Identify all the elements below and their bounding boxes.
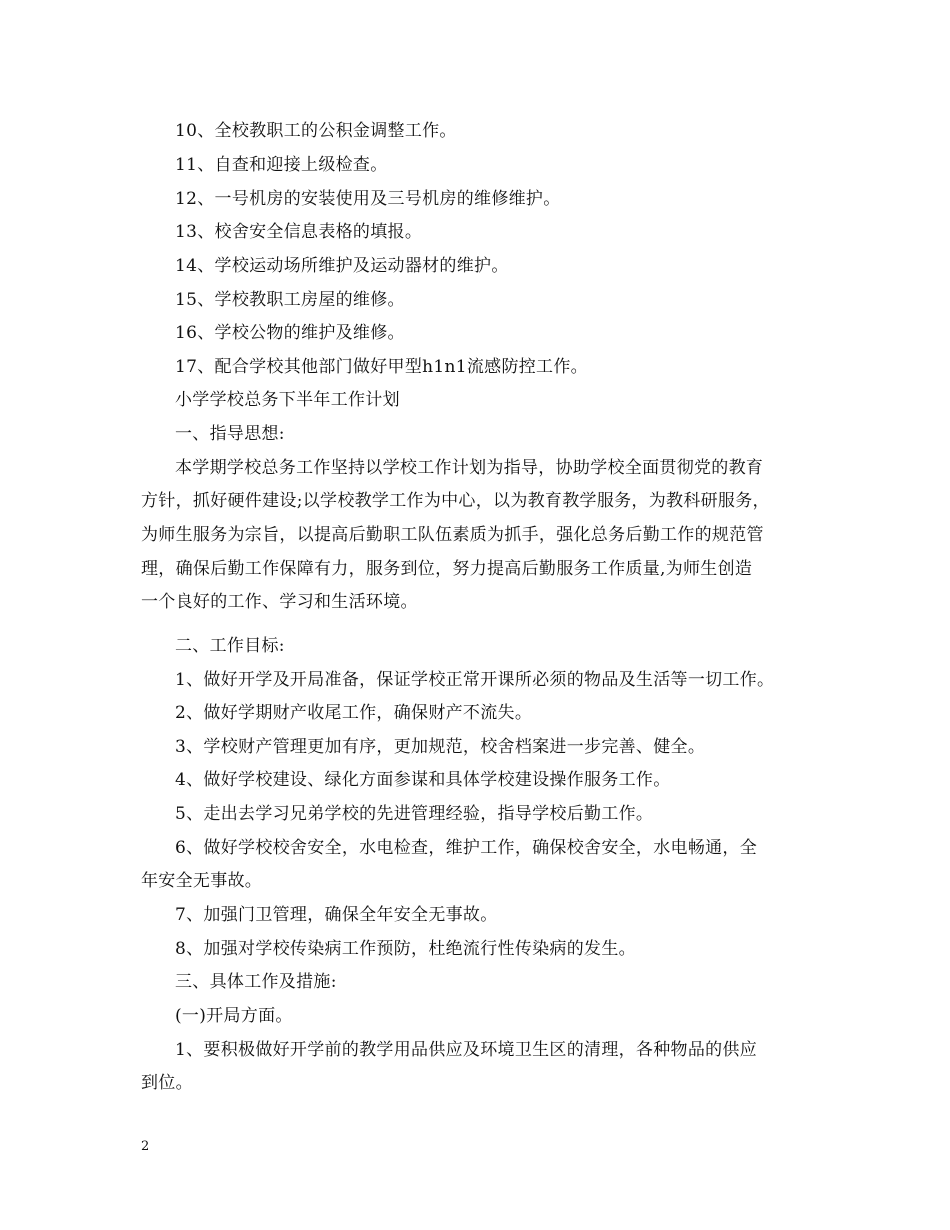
list-item: 12、一号机房的安装使用及三号机房的维修维护。 bbox=[175, 189, 561, 209]
section-title: 小学学校总务下半年工作计划 bbox=[175, 390, 400, 410]
paragraph-line: 为师生服务为宗旨，以提高后勤职工队伍素质为抓手，强化总务后勤工作的规范管 bbox=[141, 525, 764, 545]
list-item: 1、要积极做好开学前的教学用品供应及环境卫生区的清理，各种物品的供应 bbox=[175, 1040, 758, 1060]
paragraph-line: 方针，抓好硬件建设;以学校教学工作为中心，以为教育教学服务，为教科研服务， bbox=[141, 491, 770, 511]
paragraph-line: 理，确保后勤工作保障有力，服务到位，努力提高后勤服务工作质量,为师生创造 bbox=[141, 559, 753, 579]
paragraph-line: 本学期学校总务工作坚持以学校工作计划为指导，协助学校全面贯彻党的教育 bbox=[175, 458, 764, 478]
list-item-continuation: 到位。 bbox=[141, 1073, 193, 1093]
section-heading: 三、具体工作及措施: bbox=[175, 972, 337, 992]
list-item: 2、做好学期财产收尾工作，确保财产不流失。 bbox=[175, 703, 533, 723]
section-heading: 一、指导思想: bbox=[175, 424, 285, 444]
list-item: 5、走出去学习兄弟学校的先进管理经验，指导学校后勤工作。 bbox=[175, 804, 654, 824]
list-item: 6、做好学校校舍安全，水电检查，维护工作，确保校舍安全，水电畅通，全 bbox=[175, 838, 758, 858]
list-item: 15、学校教职工房屋的维修。 bbox=[175, 290, 405, 310]
section-heading: 二、工作目标: bbox=[175, 636, 285, 656]
list-item: 1、做好开学及开局准备，保证学校正常开课所必须的物品及生活等一切工作。 bbox=[175, 670, 775, 690]
list-item: 11、自查和迎接上级检查。 bbox=[175, 155, 388, 175]
list-item: 17、配合学校其他部门做好甲型h1n1流感防控工作。 bbox=[175, 357, 588, 377]
list-item: 8、加强对学校传染病工作预防，杜绝流行性传染病的发生。 bbox=[175, 939, 636, 959]
list-item: 4、做好学校建设、绿化方面参谋和具体学校建设操作服务工作。 bbox=[175, 770, 671, 790]
page-number: 2 bbox=[141, 1139, 150, 1154]
list-item: 16、学校公物的维护及维修。 bbox=[175, 323, 405, 343]
list-item: 7、加强门卫管理，确保全年安全无事故。 bbox=[175, 905, 498, 925]
list-item: 14、学校运动场所维护及运动器材的维护。 bbox=[175, 256, 509, 276]
list-item: 13、校舍安全信息表格的填报。 bbox=[175, 222, 423, 242]
paragraph-line: 一个良好的工作、学习和生活环境。 bbox=[141, 592, 418, 612]
list-item: 10、全校教职工的公积金调整工作。 bbox=[175, 121, 457, 141]
list-item: 3、学校财产管理更加有序，更加规范，校舍档案进一步完善、健全。 bbox=[175, 737, 706, 757]
list-item-continuation: 年安全无事故。 bbox=[141, 871, 263, 891]
subsection-heading: (一)开局方面。 bbox=[175, 1006, 293, 1026]
